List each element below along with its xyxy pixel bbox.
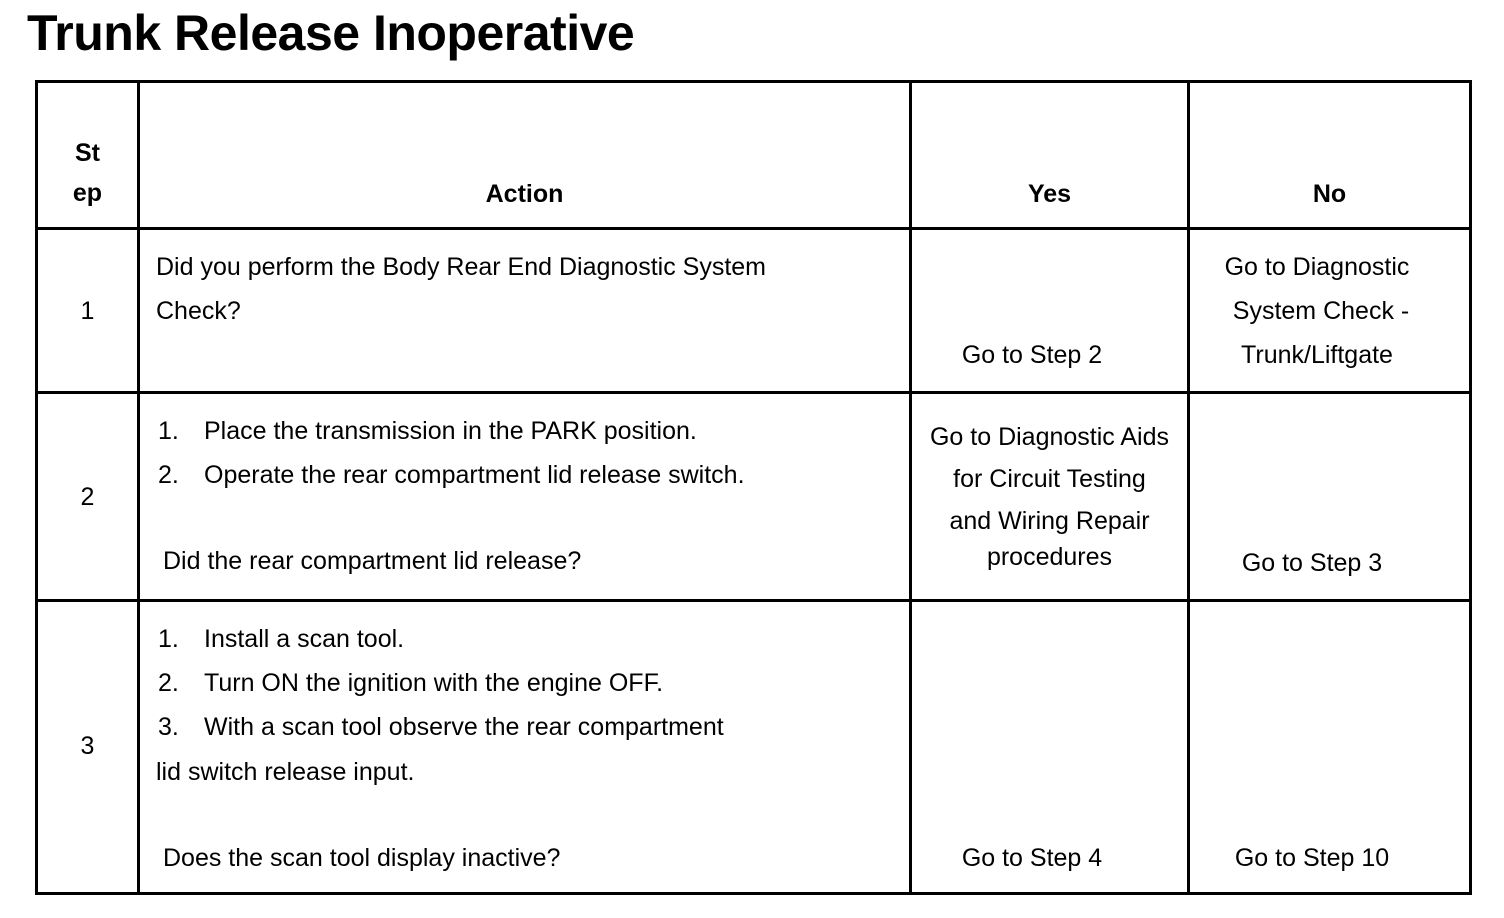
diagnostic-table bbox=[35, 80, 1472, 895]
no-result: Go to Diagnostic System Check - Trunk/Liftgate bbox=[1224, 253, 1410, 369]
action-question: Did the rear compartment lid release? bbox=[163, 547, 582, 575]
yes-result: Go to Step 4 bbox=[961, 844, 1103, 872]
step-number: 1 bbox=[80, 297, 95, 325]
table-border-right bbox=[1469, 80, 1472, 895]
header-step: St ep bbox=[72, 139, 103, 207]
step-number: 2 bbox=[80, 483, 95, 511]
action-question: Does the scan tool display inactive? bbox=[163, 844, 561, 872]
header-yes: Yes bbox=[1027, 180, 1072, 208]
row-divider bbox=[35, 227, 1472, 230]
no-result: Go to Step 3 bbox=[1241, 549, 1383, 577]
list-item: 2. Operate the rear compartment lid release switch. bbox=[158, 461, 745, 489]
no-result: Go to Step 10 bbox=[1234, 844, 1390, 872]
row-divider bbox=[35, 599, 1472, 602]
list-item: 1. Place the transmission in the PARK position. bbox=[158, 417, 697, 445]
yes-result: Go to Step 2 bbox=[961, 341, 1103, 369]
table-border-bottom bbox=[35, 892, 1472, 895]
list-item: 2. Turn ON the ignition with the engine OFF. bbox=[158, 669, 664, 697]
list-item: 1. Install a scan tool. bbox=[158, 625, 405, 653]
yes-result: Go to Diagnostic Aids for Circuit Testing and Wiring Repair procedures bbox=[929, 423, 1169, 571]
action-text: Did you perform the Body Rear End Diagnostic System bbox=[156, 253, 766, 281]
list-item: 3. With a scan tool observe the rear compartment bbox=[158, 713, 724, 741]
row-divider bbox=[35, 391, 1472, 394]
action-text: Check? bbox=[156, 297, 241, 325]
header-no: No bbox=[1312, 180, 1347, 208]
step-number: 3 bbox=[80, 732, 95, 760]
header-action: Action bbox=[485, 180, 564, 208]
table-border-top bbox=[35, 80, 1472, 83]
action-text: lid switch release input. bbox=[156, 758, 415, 786]
page-title: Trunk Release Inoperative bbox=[27, 5, 635, 61]
